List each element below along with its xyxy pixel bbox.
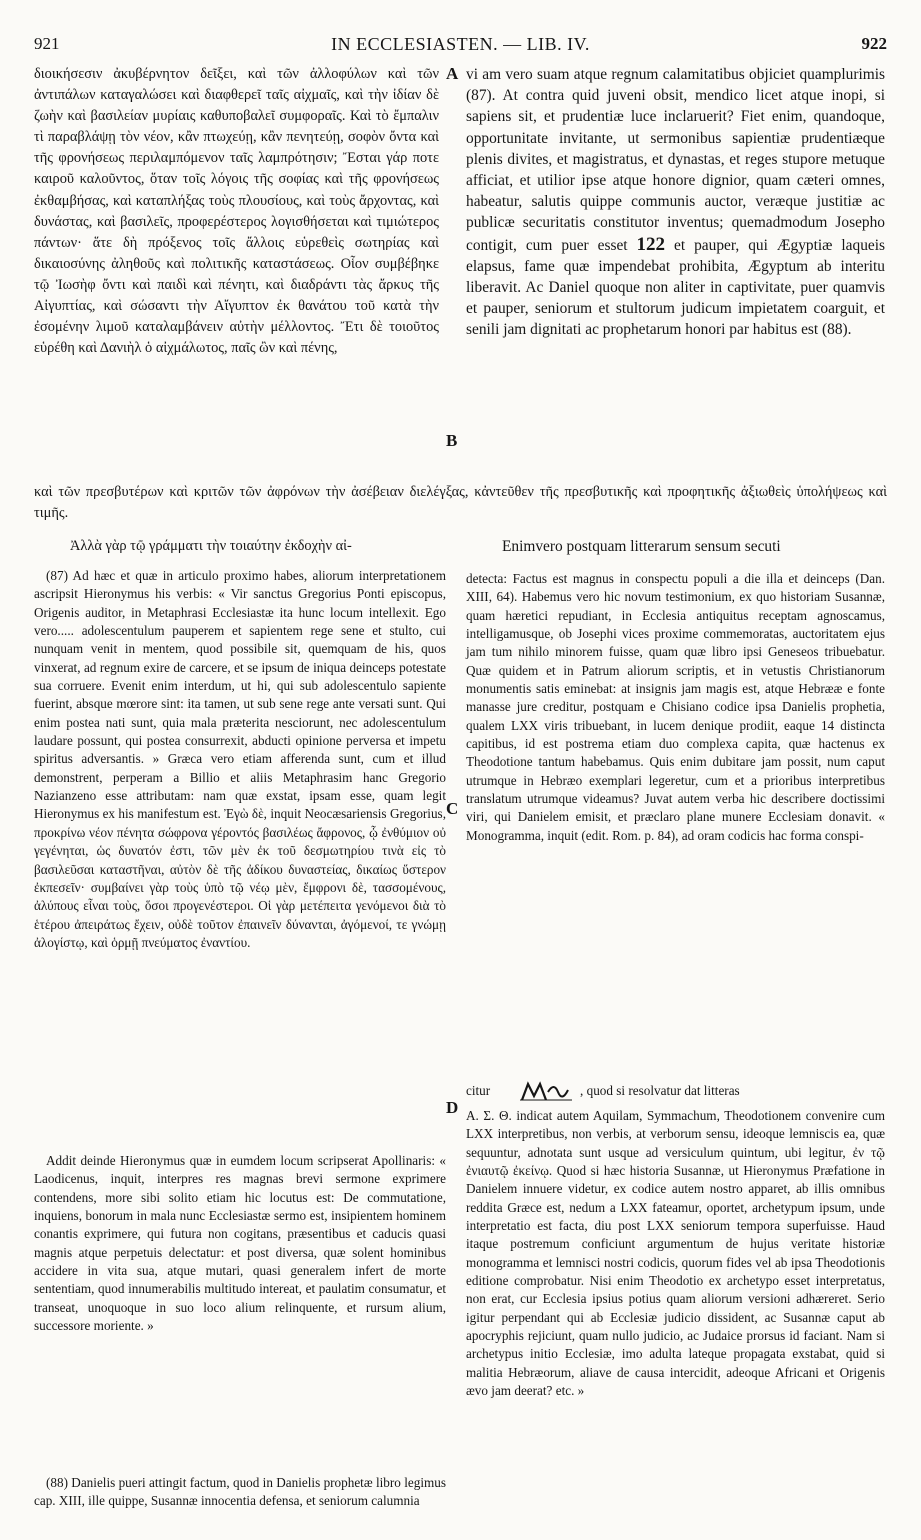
- monogram-glyph: [518, 1080, 574, 1104]
- margin-letter-a: A: [446, 64, 459, 83]
- monogram-line: [466, 1080, 885, 1104]
- footnote-addit: Addit deinde Hieronymus quæ in eumdem locum scripserat Apollinaris: « Laodicenus, inquit, interpres res magnas brevi sermone exprimere contendens, more sibi solito etiam hic locutus est: De commutatione, inquiens, bonorum in mala nunc Ecclesiastæ sermo est, insipientem hominem conantis exprimere, qui futura non cogitans, præsentibus et caducis quasi magnis atque perpetuis delectatur: et post diversa, quæ solent hominibus accidere in vita sua, atque mutari, quasi generalem infert de morte sententiam, quod innumerabilis multitudo intereat, et paulatim consumatur, et transeat, unoquoque in suo loco alium relinquente, et rursum alium, successore moriente. »: [34, 1153, 446, 1334]
- footnote-right-column: detecta: Factus est magnus in conspectu populi a die illa et deinceps (Dan. XIII, 64). Habemus vero hic novum testimonium, ex quo historiam Susannæ, quam hæretici repudiant, in Ecclesia antiquitus receptam agnoscamus, intelligamusque, ob Josephi vices proxime commemoratas, auctoritatem ejus jam tum nihilo minorem fuisse, quam quæ libro ipsi Geneseos tribuebatur. Quæ quidem et in Patrum aliorum scriptis, et in vetustis Christianorum monumentis satis eminebat: at insignis jam magis est, atque Hebrææ e fonte manasse jure creditur, postquam e Chisiano codice ipsa Danielis prophetia, qualem LXX viris tribuebant, in lucem denique prodiit, eaque 14 distincta capitibus, id est postrema etiam duo complexa capita, quæ hactenus ex Theodotione tantum habebamus. Quis enim dubitare jam possit, num caput utrumque in Hebræo exemplari legeretur, cum et a prioribus interpretibus translatum utrumque videamus? Juvat autem verba hic describere doctissimi viri, qui Danielem emisit, et præclaro plane munere Ecclesiam donavit. « Monogramma, inquit (edit. Rom. p. 84), ad oram codicis hac forma conspi-: [466, 571, 885, 843]
- column-marker: 122: [636, 233, 666, 255]
- monogram-suffix: , quod si resolvatur dat litteras: [580, 1083, 740, 1098]
- margin-letter-d: D: [446, 1098, 459, 1117]
- greek-text-column: διοικήσεσιν ἀκυβέρνητον δεῖξει, καὶ τῶν ἀλλοφύλων καὶ τῶν ἀντιπάλων καταγαλώσει καὶ διαφθερεῖ ταῖς αἰχμαῖς, καὶ τὴν ἰδίαν δὲ ζωὴν καὶ βασιλείαν μυρίαις καθυποβαλεῖ συμφοραῖς. Καὶ τὸ ἔμπαλιν τὶ παραβλάψῃ τὸν νέον, κἂν πτωχεύῃ, κἂν πενητεύῃ, σοφὸν ὄντα καὶ τῆς φρονήσεως περιλαμπόμενον ταῖς λαμπρότησιν; Ἔσται γάρ ποτε καιροῦ καλοῦντος, ὅταν τοῖς λόγοις τῆς σοφίας καὶ τῆς φρονήσεως ἐκθαμβήσας, καὶ καταπλήξας τοὺς πλουσίους, καὶ τοὺς ἄρχοντας, καὶ δυνάστας, καὶ βασιλεῖς, προφερέστερος λογισθήσεται καὶ τιμιώτερος πάντων· ἅτε δὴ πρόξενος τοῖς ἄλλοις εὑρεθεὶς σωτηρίας καὶ δικαιοσύνης ἀληθοῦς καὶ πολιτικῆς καταστάσεως. Οἷον συμβέβηκε τῷ Ἰωσὴφ ὄντι καὶ παιδὶ καὶ πένητι, καὶ διαδράντι τὰς ἄρκυς τῆς Αἰγυπτίας, καὶ σώσαντι τὴν Αἴγυπτον ἐκ θανάτου τοῦ κατὰ τὴν ἐσομένην λιμοῦ καταλαμβάνειν αὐτὴν μέλλοντος. Ἔτι δὲ τοιοῦτος εὑρέθη καὶ Δανιὴλ ὁ αἰχμάλωτος, παῖς ὢν καὶ πένης,: [34, 66, 439, 357]
- footnote-87: (87) Ad hæc et quæ in articulo proximo habes, aliorum interpretationem ascripsit Hieronymus his verbis: « Vir sanctus Gregorius Ponti episcopus, Origenis auditor, in Metaphrasi Ecclesiastæ ita hunc locum intellexit. Ego vero..... adolescentulum pauperem et sapientem rege sene et stulto, cui nunquam venit in mentem, quod possibile sit, quemquam de his, quos vinxerat, ad regnum exire de carcere, et se ipsum de iniqua deinceps potestate sua corruere. Evenit enim interdum, ut hi, qui sub adolescentulo sapiente fuerint, absque mœrore sint: ita tamen, ut sub sene rege ante versati sunt. Qui enim postea nati sunt, quia mala præterita nesciorunt, nec adolescentulum laudare possunt, qui postea consurrexit, abducti opinione perversa et impetu spiritus adversantis. » Græca vero etiam afferenda sunt, cum et illud demonstrent, perperam a Billio et aliis Metaphrasim hanc Gregorio Nazianzeno esse attributam: nam quæ exstat, ipsam esse, quam legit Hieronymus ex his manifestum est. Ἐγὼ δὲ, inquit Neocæsariensis Gregorius, προκρίνω νέον πένητα σώφρονα γέροντός βασιλέως ἄφρονος, ᾧ ἐνθύμιον οὐ γεγένηται, ὡς δυνατόν ἐστι, τῶν μὲν ἐκ τοῦ δεσμωτηρίου τινὰ εἰς τὸ βασιλεῦσαι καταστῆναι, αὐτὸν δὲ τῆς ἀδίκου δυναστείας, δικαίως ὕστερον ἐκπεσεῖν· συμβαίνει γὰρ τοὺς ὑπὸ τῷ νέῳ μὲν, ἔμφρονι δὲ, τασσομένους, ἀλύπους εἶναι τοὺς, ὅσοι προγενέστεροι. Οἱ γὰρ μετέπειτα γενόμενοι διὰ τὸ ἑτέρου ἀπειράτως ἔχειν, οὐδὲ τοῦτον ἐπαινεῖν δύνανται, ἀγόμενοί, τε γνώμῃ ἀλογίστῳ, καὶ ὁρμῇ πνεύματος ἐναντίου.: [34, 568, 446, 950]
- running-title: IN ECCLESIASTEN. — LIB. IV.: [331, 34, 590, 54]
- greek-next-paragraph: Ἀλλὰ γὰρ τῷ γράμματι τὴν τοιαύτην ἐκδοχὴν αἰ-: [70, 538, 352, 554]
- page-number-left: 921: [34, 34, 60, 53]
- latin-text-part2: et pauper, qui Ægyptiæ laqueis elapsus, fame quæ impendebat prohibita, Ægyptum ab interitu liberavit. Ac Daniel quoque non aliter in captivitate, puer quamvis et pauper, seniorum et stultorum judicum impietatem coarguit, et senili jam dignitati ac prophetarum honori par habitus est (88).: [466, 236, 885, 339]
- latin-text-part1: vi am vero suam atque regnum calamitatibus objiciet quamplurimis (87). At contra quid juveni obsit, mendico licet atque inopi, si sapiens sit, et prudentiæ luce inclaruerit? Fiet enim, quandoque, opportunitate invitante, ut sermonibus sapientiæ prudentiæque plenis divites, et magistratus, et dynastas, et reges stupore metuque afficiat, et utilior ipse atque honore dignior, quam cæteri omnes, habeatur, salutis quippe communis auctor, veræque justitiæ ac publicæ securitatis constitutor inventus; quemadmodum Josepho contigit, cum puer esset: [466, 66, 885, 254]
- latin-next-paragraph: Enimvero postquam litterarum sensum secuti: [502, 538, 781, 555]
- running-header: [34, 34, 887, 56]
- page-number-right: 922: [861, 34, 887, 53]
- margin-letter-c: C: [446, 799, 459, 818]
- greek-continuation: καὶ τῶν πρεσβυτέρων καὶ κριτῶν τῶν ἀφρόνων τὴν ἀσέβειαν διελέγξας, κἀντεῦθεν τῆς πρεσβυτικῆς καὶ προφητικῆς ἀξιωθεὶς ὑπολήψεως καὶ τιμῆς.: [34, 484, 887, 522]
- footnote-right-continuation: Α. Σ. Θ. indicat autem Aquilam, Symmachum, Theodotionem convenire cum LXX interpretibus, non verbis, at verborum sensu, ideoque lemniscis ea, quæ sequuntur, adnotata sunt usque ad versiculum quintum, ubi legitur, ἐν τῷ ἐνιαυτῷ ἐκείνῳ. Quod si hæc historia Susannæ, ut Hieronymus Præfatione in Danielem innuere videtur, ex codice autem nostro apparet, ab illis omnibus reddita Græce est, nedum a LXX fateamur, oportet, archetypum ipsum, unde interpretatio est facta, diu post LXX seniorum tempora superfuisse. Haud itaque postremum conficiunt argumentum de hujus veritate historiæ monogramma et lemnisci nostri codicis, quorum fides vel ab ipsa Theodotionis editione comprobatur. Nisi enim Theodotio ex archetypo esset interpretatus, non erat, cur Ecclesia ipsius potius quam aliorum versioni adhæreret. Serio igitur perpendant qui ab Ecclesiæ judicio dissident, ac Susannæ caput ab apocryphis rejiciunt, quam nullo judicio, ac Judaice prorsus id faciant. Nam si archetypus initio Ecclesiæ, imo adulta lateque propagata exstabat, quid si malitia Hebræorum, aliave de causa intercidit, adeoque Africani et Origenis ævo jam deerat? etc. »: [466, 1108, 885, 1399]
- footnote-88: (88) Danielis pueri attingit factum, quod in Danielis prophetæ libro legimus cap. XIII, ille quippe, Susannæ innocentia defensa, et seniorum calumnia: [34, 1475, 446, 1509]
- margin-letter-b: B: [446, 431, 458, 450]
- monogram-prefix: citur: [466, 1083, 491, 1098]
- latin-text-column: [466, 64, 885, 341]
